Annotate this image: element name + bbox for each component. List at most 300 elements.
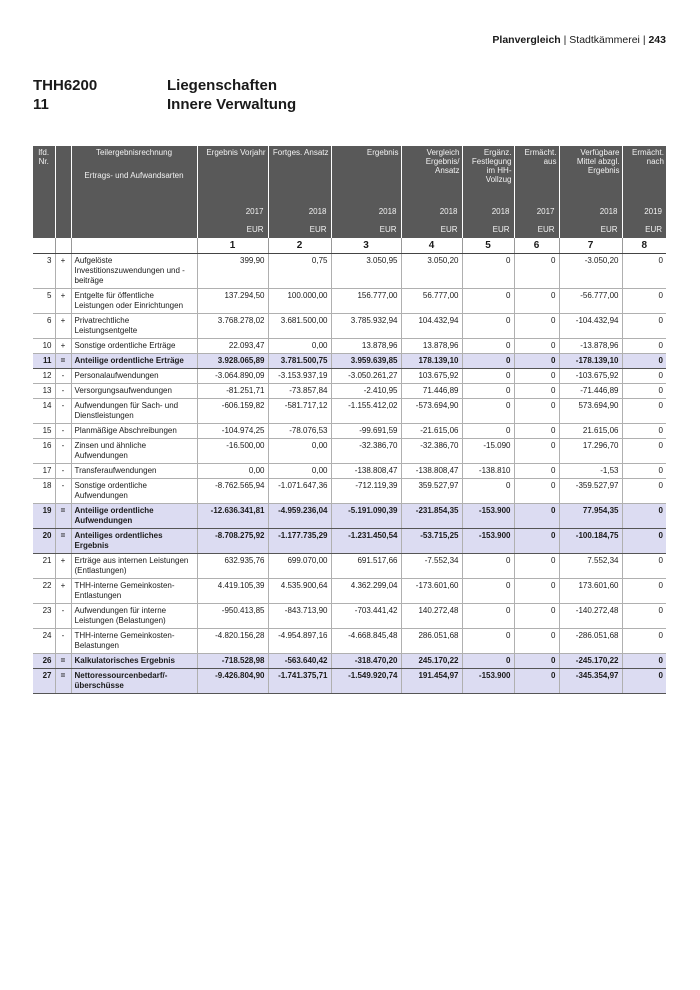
colnum-spacer [33,238,55,254]
cell-col-3: -1.155.412,02 [331,399,401,424]
header-teilergebnis-subtitle: Ertrags- und Aufwandsarten [84,171,184,180]
cell-col-7: -71.446,89 [559,384,622,399]
colnum-4: 4 [401,238,462,254]
cell-col-1: 632.935,76 [197,554,268,579]
row-number: 5 [33,289,55,314]
cell-col-8: 0 [622,479,666,504]
currency-col-3: EUR [331,220,401,238]
cell-col-3: -703.441,42 [331,604,401,629]
cell-col-6: 0 [514,554,559,579]
cell-col-4: 191.454,97 [401,669,462,694]
plan-comparison-table [33,146,666,694]
cell-col-1: 3.928.065,89 [197,354,268,369]
cell-col-6: 0 [514,354,559,369]
row-number: 20 [33,529,55,554]
cell-col-6: 0 [514,579,559,604]
colnum-spacer [55,238,71,254]
table-row [33,399,666,424]
row-sign: + [55,289,71,314]
cell-col-6: 0 [514,289,559,314]
colnum-8: 8 [622,238,666,254]
cell-col-2: 0,00 [268,439,331,464]
cell-col-1: -104.974,25 [197,424,268,439]
cell-col-5: 0 [462,554,514,579]
cell-col-4: 3.050,20 [401,254,462,289]
row-label: THH-interne Gemeinkosten-Entlastungen [71,579,197,604]
cell-col-1: 0,00 [197,464,268,479]
cell-col-7: -140.272,48 [559,604,622,629]
cell-col-1: -12.636.341,81 [197,504,268,529]
year-col-8: 2019 [622,202,666,220]
cell-col-6: 0 [514,314,559,339]
header-col-2: Fortges. Ansatz [268,146,331,202]
year-col-5: 2018 [462,202,514,220]
year-spacer [71,202,197,220]
colnum-7: 7 [559,238,622,254]
cell-col-2: -73.857,84 [268,384,331,399]
cell-col-2: -581.717,12 [268,399,331,424]
cell-col-5: -153.900 [462,529,514,554]
cell-col-1: -606.159,82 [197,399,268,424]
cell-col-1: -950.413,85 [197,604,268,629]
table-row [33,424,666,439]
cell-col-8: 0 [622,579,666,604]
cell-col-5: 0 [462,354,514,369]
cell-col-4: -53.715,25 [401,529,462,554]
cell-col-3: 3.959.639,85 [331,354,401,369]
cell-col-8: 0 [622,384,666,399]
table-row [33,479,666,504]
row-label: Aufwendungen für Sach- und Dienstleistungen [71,399,197,424]
cell-col-2: 0,75 [268,254,331,289]
cell-col-1: 399,90 [197,254,268,289]
cell-col-5: 0 [462,479,514,504]
cell-col-2: 3.781.500,75 [268,354,331,369]
cell-col-4: 178.139,10 [401,354,462,369]
currency-col-1: EUR [197,220,268,238]
table-row [33,579,666,604]
table-row [33,339,666,354]
header-years-row [33,202,666,220]
colnum-5: 5 [462,238,514,254]
row-sign: - [55,384,71,399]
row-sign: - [55,439,71,464]
cell-col-7: 21.615,06 [559,424,622,439]
cell-col-8: 0 [622,604,666,629]
row-sign: - [55,604,71,629]
cell-col-5: -15.090 [462,439,514,464]
row-label: Transferaufwendungen [71,464,197,479]
header-lfd-nr: lfd. Nr. [33,146,55,202]
cell-col-4: 103.675,92 [401,369,462,384]
year-col-1: 2017 [197,202,268,220]
cell-col-8: 0 [622,629,666,654]
row-label: Personalaufwendungen [71,369,197,384]
cell-col-8: 0 [622,504,666,529]
row-sign: - [55,424,71,439]
row-number: 14 [33,399,55,424]
cell-col-8: 0 [622,354,666,369]
year-col-4: 2018 [401,202,462,220]
cell-col-2: 699.070,00 [268,554,331,579]
column-number-row [33,238,666,254]
cell-col-7: -178.139,10 [559,354,622,369]
cell-col-8: 0 [622,439,666,464]
cell-col-2: 3.681.500,00 [268,314,331,339]
cell-col-6: 0 [514,464,559,479]
cell-col-2: -4.959.236,04 [268,504,331,529]
cell-col-3: -1.549.920,74 [331,669,401,694]
cell-col-7: -359.527,97 [559,479,622,504]
row-number: 23 [33,604,55,629]
cell-col-1: 137.294,50 [197,289,268,314]
cell-col-7: -345.354,97 [559,669,622,694]
year-col-6: 2017 [514,202,559,220]
cell-col-7: 7.552,34 [559,554,622,579]
cell-col-8: 0 [622,669,666,694]
cell-col-4: 245.170,22 [401,654,462,669]
cell-col-6: 0 [514,479,559,504]
currency-col-2: EUR [268,220,331,238]
cell-col-2: -563.640,42 [268,654,331,669]
title-block [33,76,296,114]
row-number: 12 [33,369,55,384]
cell-col-6: 0 [514,504,559,529]
row-number: 24 [33,629,55,654]
cell-col-4: -573.694,90 [401,399,462,424]
header-col-6: Ermächt. aus [514,146,559,202]
cell-col-6: 0 [514,369,559,384]
table-row [33,314,666,339]
cell-col-4: -7.552,34 [401,554,462,579]
cell-col-1: -16.500,00 [197,439,268,464]
currency-col-7: EUR [559,220,622,238]
currency-col-5: EUR [462,220,514,238]
cell-col-3: -2.410,95 [331,384,401,399]
row-sign: - [55,399,71,424]
row-number: 18 [33,479,55,504]
header-currency-row [33,220,666,238]
cell-col-8: 0 [622,254,666,289]
cell-col-5: 0 [462,399,514,424]
header-col-8: Ermächt. nach [622,146,666,202]
cell-col-2: -4.954.897,16 [268,629,331,654]
row-number: 26 [33,654,55,669]
cell-col-8: 0 [622,464,666,479]
cell-col-8: 0 [622,654,666,669]
row-sign: + [55,579,71,604]
cell-col-5: 0 [462,579,514,604]
cell-col-4: -21.615,06 [401,424,462,439]
table-row-total [33,669,666,694]
row-label: Planmäßige Abschreibungen [71,424,197,439]
cell-col-1: 3.768.278,02 [197,314,268,339]
cell-col-4: 140.272,48 [401,604,462,629]
cell-col-3: -4.668.845,48 [331,629,401,654]
cell-col-1: -8.762.565,94 [197,479,268,504]
header-col-3: Ergebnis [331,146,401,202]
cell-col-6: 0 [514,654,559,669]
cell-col-5: 0 [462,604,514,629]
table-row-total [33,529,666,554]
cell-col-4: 286.051,68 [401,629,462,654]
cell-col-6: 0 [514,629,559,654]
row-label: THH-interne Gemeinkosten-Belastungen [71,629,197,654]
table-row [33,604,666,629]
cell-col-5: 0 [462,339,514,354]
cell-col-2: 0,00 [268,339,331,354]
cell-col-6: 0 [514,399,559,424]
running-head [492,34,666,46]
row-sign: = [55,654,71,669]
cell-col-1: -8.708.275,92 [197,529,268,554]
cell-col-2: -843.713,90 [268,604,331,629]
row-label: Zinsen und ähnliche Aufwendungen [71,439,197,464]
row-sign: - [55,464,71,479]
cell-col-3: -318.470,20 [331,654,401,669]
product-name: Liegenschaften [167,77,278,94]
cell-col-6: 0 [514,384,559,399]
cell-col-4: -231.854,35 [401,504,462,529]
cell-col-7: 77.954,35 [559,504,622,529]
row-number: 17 [33,464,55,479]
row-sign: = [55,529,71,554]
cell-col-3: 13.878,96 [331,339,401,354]
currency-col-6: EUR [514,220,559,238]
cell-col-2: -1.071.647,36 [268,479,331,504]
currency-col-8: EUR [622,220,666,238]
cell-col-2: -1.177.735,29 [268,529,331,554]
table-row [33,289,666,314]
row-number: 21 [33,554,55,579]
title-row-area [33,95,296,114]
cell-col-8: 0 [622,399,666,424]
section-name: Planvergleich [492,34,561,46]
cell-col-7: 173.601,60 [559,579,622,604]
cell-col-1: -4.820.156,28 [197,629,268,654]
year-spacer [33,202,55,220]
product-code: THH6200 [33,77,98,94]
cell-col-7: -103.675,92 [559,369,622,384]
area-code: 11 [33,96,49,113]
table-row [33,369,666,384]
cell-col-1: 4.419.105,39 [197,579,268,604]
row-sign: + [55,254,71,289]
cell-col-8: 0 [622,314,666,339]
row-sign: = [55,504,71,529]
cell-col-4: 13.878,96 [401,339,462,354]
row-sign: - [55,479,71,504]
separator: | [642,34,649,46]
cell-col-8: 0 [622,369,666,384]
cell-col-6: 0 [514,424,559,439]
cell-col-5: 0 [462,629,514,654]
cell-col-1: -718.528,98 [197,654,268,669]
cell-col-8: 0 [622,289,666,314]
cell-col-2: 100.000,00 [268,289,331,314]
cell-col-5: -153.900 [462,504,514,529]
table-row [33,254,666,289]
row-sign: - [55,369,71,384]
cell-col-5: 0 [462,289,514,314]
cell-col-5: 0 [462,384,514,399]
cell-col-7: -3.050,20 [559,254,622,289]
cell-col-2: -3.153.937,19 [268,369,331,384]
header-col-1: Ergebnis Vorjahr [197,146,268,202]
row-number: 22 [33,579,55,604]
cell-col-2: 0,00 [268,464,331,479]
cell-col-4: 359.527,97 [401,479,462,504]
cell-col-6: 0 [514,339,559,354]
row-label: Anteiliges ordentliches Ergebnis [71,529,197,554]
header-sign [55,146,71,202]
row-number: 10 [33,339,55,354]
cell-col-8: 0 [622,339,666,354]
cell-col-3: -712.119,39 [331,479,401,504]
cell-col-5: -138.810 [462,464,514,479]
table-row [33,629,666,654]
cell-col-4: 56.777,00 [401,289,462,314]
currency-spacer [33,220,55,238]
row-label: Anteilige ordentliche Aufwendungen [71,504,197,529]
cell-col-3: -1.231.450,54 [331,529,401,554]
cell-col-1: -3.064.890,09 [197,369,268,384]
cell-col-1: 22.093,47 [197,339,268,354]
row-number: 27 [33,669,55,694]
row-sign: + [55,314,71,339]
row-label: Kalkulatorisches Ergebnis [71,654,197,669]
cell-col-2: -78.076,53 [268,424,331,439]
cell-col-7: 17.296,70 [559,439,622,464]
cell-col-4: -138.808,47 [401,464,462,479]
cell-col-6: 0 [514,439,559,464]
cell-col-1: -9.426.804,90 [197,669,268,694]
table-row [33,464,666,479]
cell-col-3: -32.386,70 [331,439,401,464]
header-teilergebnis-title: Teilergebnisrechnung [95,148,173,157]
header-col-7: Verfügbare Mittel abzgl. Ergebnis [559,146,622,202]
cell-col-7: -56.777,00 [559,289,622,314]
currency-col-4: EUR [401,220,462,238]
colnum-1: 1 [197,238,268,254]
cell-col-7: -13.878,96 [559,339,622,354]
row-label: Sonstige ordentliche Erträge [71,339,197,354]
cell-col-8: 0 [622,554,666,579]
cell-col-8: 0 [622,529,666,554]
cell-col-3: -5.191.090,39 [331,504,401,529]
colnum-3: 3 [331,238,401,254]
year-spacer [55,202,71,220]
table-row-total [33,504,666,529]
year-col-3: 2018 [331,202,401,220]
cell-col-7: -104.432,94 [559,314,622,339]
row-label: Entgelte für öffentliche Leistungen oder Einrichtungen [71,289,197,314]
area-name: Innere Verwaltung [167,96,297,113]
currency-spacer [71,220,197,238]
table-body [33,238,666,694]
row-number: 6 [33,314,55,339]
row-sign: + [55,339,71,354]
cell-col-7: -100.184,75 [559,529,622,554]
row-sign: + [55,554,71,579]
cell-col-5: 0 [462,424,514,439]
cell-col-7: 573.694,90 [559,399,622,424]
cell-col-5: 0 [462,314,514,339]
row-label: Anteilige ordentliche Erträge [71,354,197,369]
cell-col-5: -153.900 [462,669,514,694]
colnum-spacer [71,238,197,254]
title-row-product [33,76,296,95]
cell-col-6: 0 [514,254,559,289]
year-col-2: 2018 [268,202,331,220]
cell-col-5: 0 [462,369,514,384]
cell-col-8: 0 [622,424,666,439]
currency-spacer [55,220,71,238]
cell-col-3: 4.362.299,04 [331,579,401,604]
cell-col-7: -245.170,22 [559,654,622,669]
cell-col-2: -1.741.375,71 [268,669,331,694]
row-number: 15 [33,424,55,439]
row-sign: = [55,354,71,369]
cell-col-6: 0 [514,669,559,694]
cell-col-7: -286.051,68 [559,629,622,654]
row-number: 16 [33,439,55,464]
header-col-4: Vergleich Ergebnis/ Ansatz [401,146,462,202]
row-sign: - [55,629,71,654]
cell-col-1: -81.251,71 [197,384,268,399]
header-teilergebnis [71,146,197,202]
cell-col-2: 4.535.900,64 [268,579,331,604]
cell-col-3: -99.691,59 [331,424,401,439]
row-label: Erträge aus internen Leistungen (Entlastungen) [71,554,197,579]
row-number: 11 [33,354,55,369]
row-number: 13 [33,384,55,399]
cell-col-3: 3.050,95 [331,254,401,289]
cell-col-5: 0 [462,654,514,669]
row-label: Privatrechtliche Leistungsentgelte [71,314,197,339]
year-col-7: 2018 [559,202,622,220]
department-name: Stadtkämmerei [569,34,640,46]
page-number: 243 [648,34,666,46]
row-label: Aufgelöste Investitionszuwendungen und -beiträge [71,254,197,289]
table-row [33,554,666,579]
cell-col-3: 156.777,00 [331,289,401,314]
cell-col-4: 104.432,94 [401,314,462,339]
cell-col-4: -173.601,60 [401,579,462,604]
row-number: 3 [33,254,55,289]
cell-col-6: 0 [514,529,559,554]
colnum-2: 2 [268,238,331,254]
row-label: Aufwendungen für interne Leistungen (Belastungen) [71,604,197,629]
header-col-5: Ergänz. Festlegung im HH-Vollzug [462,146,514,202]
cell-col-4: 71.446,89 [401,384,462,399]
cell-col-7: -1,53 [559,464,622,479]
cell-col-3: 3.785.932,94 [331,314,401,339]
header-labels-row [33,146,666,202]
row-label: Versorgungsaufwendungen [71,384,197,399]
table-row [33,384,666,399]
cell-col-3: -3.050.261,27 [331,369,401,384]
cell-col-3: 691.517,66 [331,554,401,579]
cell-col-4: -32.386,70 [401,439,462,464]
cell-col-5: 0 [462,254,514,289]
cell-col-6: 0 [514,604,559,629]
row-sign: = [55,669,71,694]
separator: | [563,34,570,46]
row-number: 19 [33,504,55,529]
table-row-total [33,354,666,369]
row-label: Sonstige ordentliche Aufwendungen [71,479,197,504]
